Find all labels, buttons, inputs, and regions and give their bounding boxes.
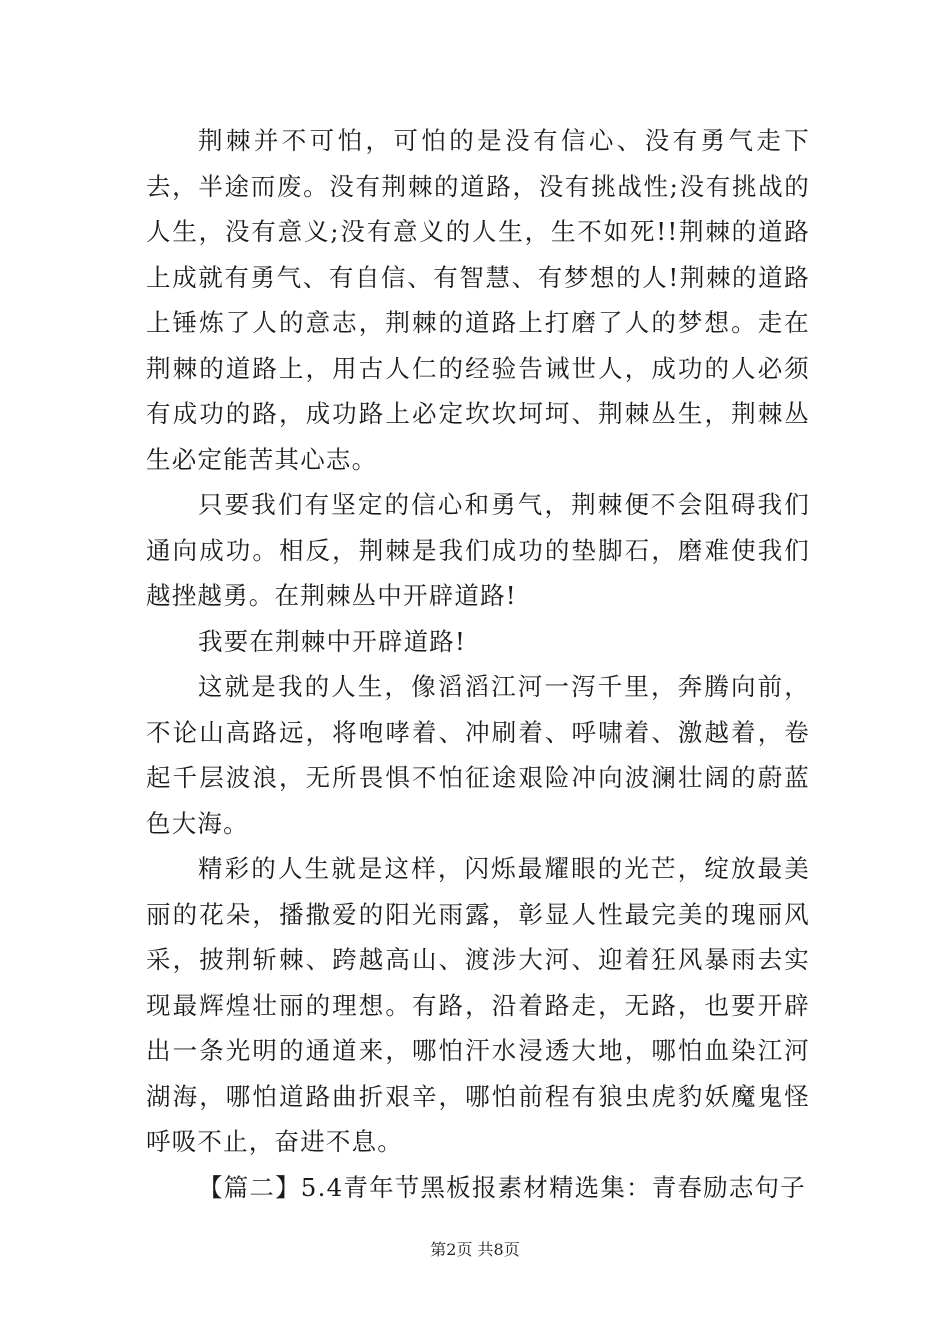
document-body: [146, 118, 810, 1210]
page-number-footer: 第2页 共8页: [430, 1240, 520, 1259]
paragraph-wonderful-life: 精彩的人生就是这样，闪烁最耀眼的光芒，绽放最美丽的花朵，播撒爱的阳光雨露，彰显人性最完美的瑰丽风采，披荆斩棘、跨越高山、渡涉大河、迎着狂风暴雨去实现最辉煌壮丽的理想。有路，沿着路走，无路，也要开辟出一条光明的通道来，哪怕汗水浸透大地，哪怕血染江河湖海，哪怕道路曲折艰辛，哪怕前程有狼虫虎豹妖魔鬼怪呼吸不止，奋进不息。: [146, 854, 810, 1156]
paragraph-open-road: 我要在荆棘中开辟道路!: [198, 626, 467, 656]
paragraph-thorns-not-scary: 荆棘并不可怕，可怕的是没有信心、没有勇气走下去，半途而废。没有荆棘的道路，没有挑战性;没有挑战的人生，没有意义;没有意义的人生，生不如死!!荆棘的道路上成就有勇气、有自信、有智慧、有梦想的人!荆棘的道路上锤炼了人的意志，荆棘的道路上打磨了人的梦想。走在荆棘的道路上，用古人仁的经验告诫世人，成功的人必须有成功的路，成功路上必定坎坎坷坷、荆棘丛生，荆棘丛生必定能苦其心志。: [146, 126, 810, 474]
paragraph-my-life-river: 这就是我的人生，像滔滔江河一泻千里，奔腾向前，不论山高路远，将咆哮着、冲刷着、呼啸着、激越着，卷起千层波浪，无所畏惧不怕征途艰险冲向波澜壮阔的蔚蓝色大海。: [146, 672, 810, 838]
paragraph-confidence-courage: 只要我们有坚定的信心和勇气，荆棘便不会阻碍我们通向成功。相反，荆棘是我们成功的垫脚石，磨难使我们越挫越勇。在荆棘丛中开辟道路!: [146, 490, 810, 610]
section-heading-part-two: 【篇二】5.4青年节黑板报素材精选集：青春励志句子: [198, 1172, 806, 1202]
